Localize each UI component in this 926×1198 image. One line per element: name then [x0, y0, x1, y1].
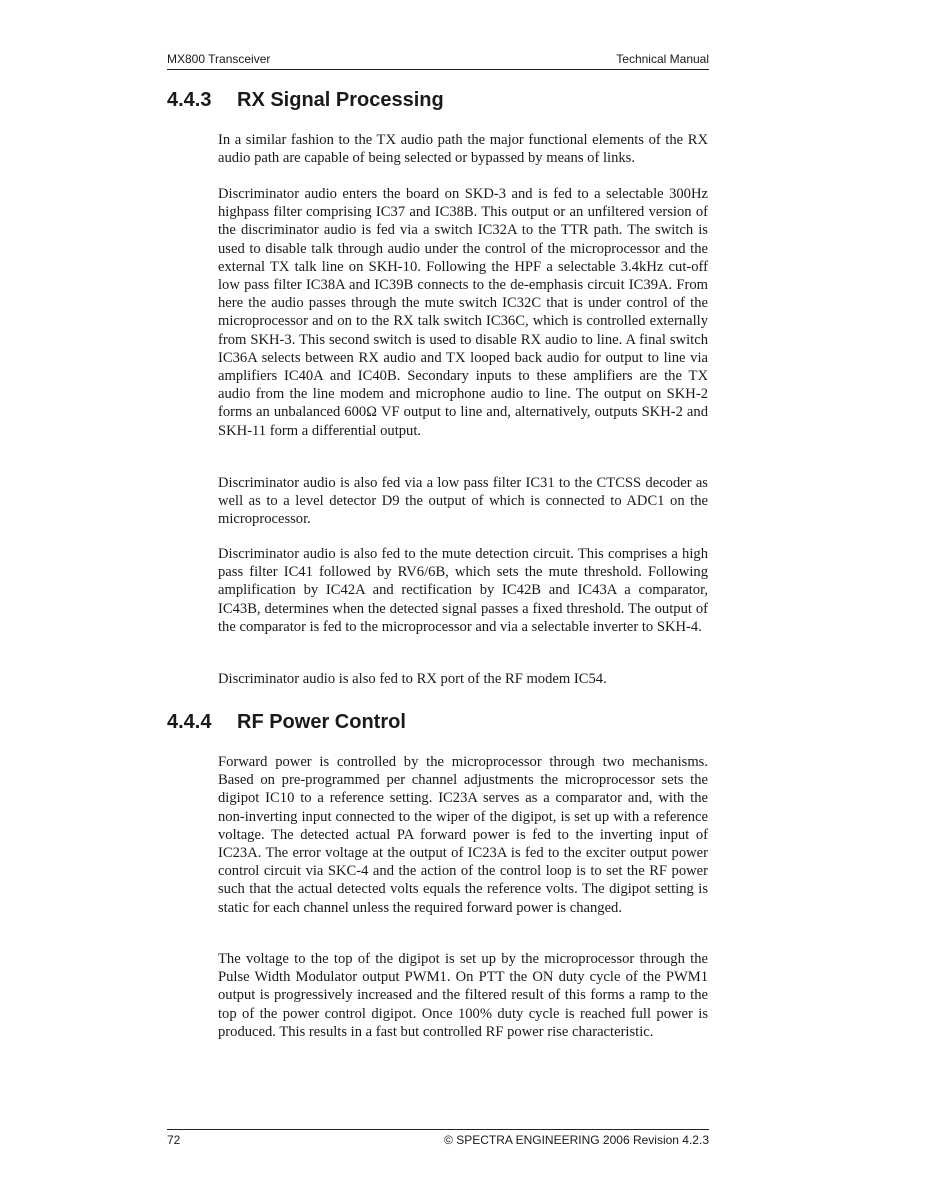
- header-document-title: MX800 Transceiver: [167, 52, 271, 66]
- section-number: 4.4.4: [167, 711, 212, 733]
- section-heading-rx-signal-processing: [167, 89, 444, 112]
- paragraph: Discriminator audio enters the board on SKD-3 and is fed to a selectable 300Hz highpass filter comprising IC37 and IC38B. This output or an unfiltered version of the discriminator audio is fed via a switch IC32A to the TTR path. The switch is used to disable talk through audio under the control of the microprocessor and the external TX talk line on SKH-10. Following the HPF a selectable 3.4kHz cut-off low pass filter IC38A and IC39B connects to the de-emphasis circuit IC39A. From here the audio passes through the mute switch IC32C that is under control of the microprocessor and on to the RX talk switch IC36C, which is controlled externally from SKH-3. This second switch is used to disable RX audio to line. A final switch IC36A selects between RX audio and TX looped back audio for output to line via amplifiers IC40A and IC40B. Secondary inputs to these amplifiers are the TX audio from the line modem and microphone audio to line. The output on SKH-2 forms an unbalanced 600Ω VF output to line and, alternatively, outputs SKH-2 and SKH-11 form a differential output.: [218, 186, 708, 439]
- header-manual-type: Technical Manual: [616, 52, 709, 66]
- paragraph: Discriminator audio is also fed to RX port of the RF modem IC54.: [218, 671, 607, 687]
- page-header: [167, 51, 709, 70]
- paragraph: Forward power is controlled by the microprocessor through two mechanisms. Based on pre-programmed per channel adjustments the microprocessor sets the digipot IC10 to a reference setting. IC23A serves as a comparator and, with the non-inverting input connected to the wiper of the digipot, is set up with a reference voltage. The detected actual PA forward power is fed to the inverting input of IC23A. The error voltage at the output of IC23A is fed to the exciter output power control circuit via SKC-4 and the action of the control loop is to set the RF power such that the actual detected volts equals the reference volts. The digipot setting is static for each channel unless the required forward power is changed.: [218, 754, 708, 916]
- section-number: 4.4.3: [167, 89, 212, 111]
- section-heading-rf-power-control: [167, 711, 406, 734]
- section-title: RF Power Control: [237, 711, 406, 733]
- paragraph: Discriminator audio is also fed to the mute detection circuit. This comprises a high pass filter IC41 followed by RV6/6B, which sets the mute threshold. Following amplification by IC42A and rectification by IC42B and IC43A a comparator, IC43B, determines when the detected signal passes a fixed threshold. The output of the comparator is fed to the microprocessor and via a selectable inverter to SKH-4.: [218, 546, 708, 635]
- paragraph: In a similar fashion to the TX audio path the major functional elements of the RX audio path are capable of being selected or bypassed by means of links.: [218, 132, 708, 167]
- paragraph: The voltage to the top of the digipot is set up by the microprocessor through the Pulse Width Modulator output PWM1. On PTT the ON duty cycle of the PWM1 output is progressively increased and the filtered result of this forms a ramp to the top of the power control digipot. Once 100% duty cycle is reached full power is produced. This results in a fast but controlled RF power rise characteristic.: [218, 951, 708, 1040]
- page-footer: [167, 1129, 709, 1150]
- copyright-notice: © SPECTRA ENGINEERING 2006 Revision 4.2.3: [444, 1133, 709, 1147]
- section-title: RX Signal Processing: [237, 89, 444, 111]
- page-number: 72: [167, 1133, 181, 1147]
- paragraph: Discriminator audio is also fed via a low pass filter IC31 to the CTCSS decoder as well as to a level detector D9 the output of which is connected to ADC1 on the microprocessor.: [218, 475, 708, 528]
